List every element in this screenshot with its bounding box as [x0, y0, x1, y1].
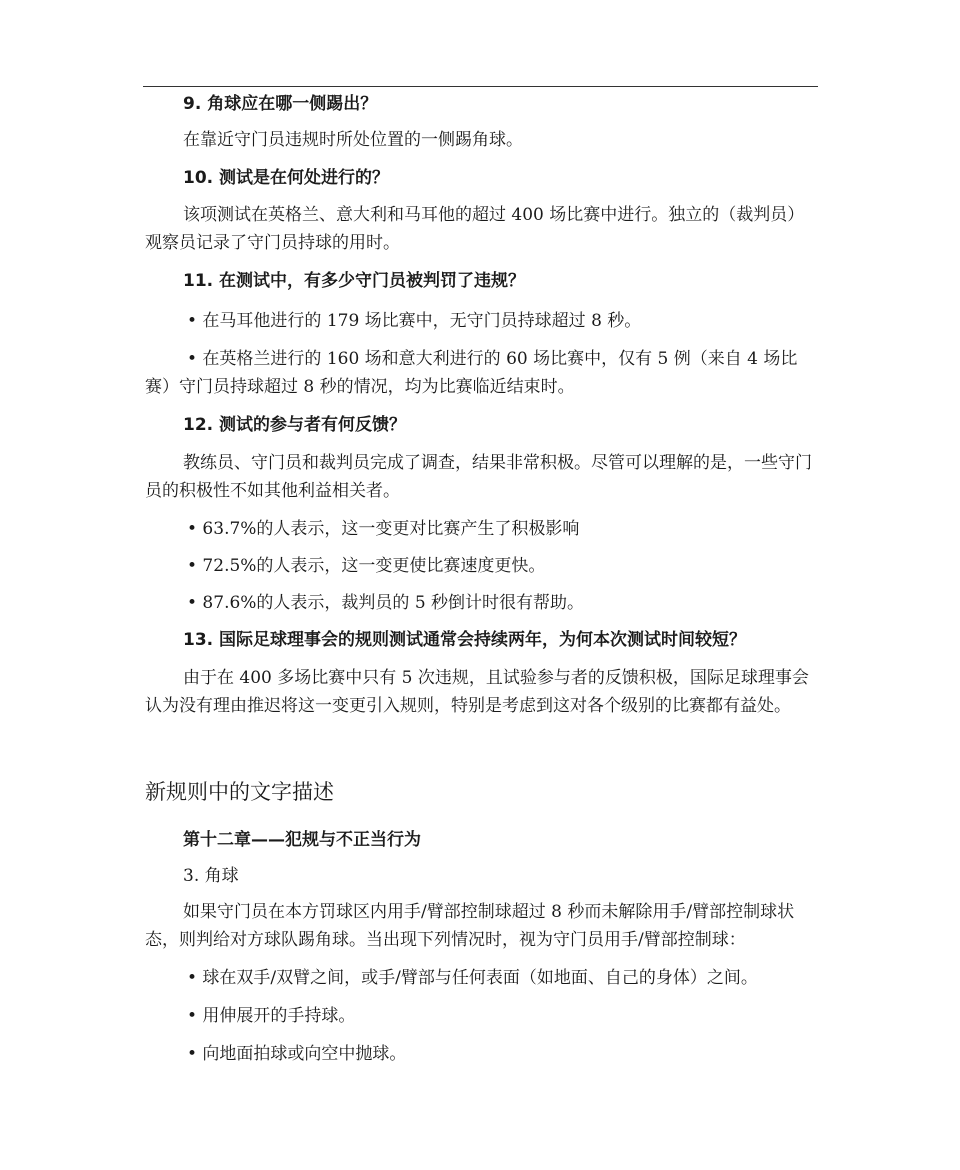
rule-bullet-3: • 向地面拍球或向空中抛球。: [187, 1044, 407, 1064]
section-heading: 新规则中的文字描述: [145, 780, 334, 804]
chapter-title: 第十二章——犯规与不正当行为: [183, 830, 421, 850]
question-13: 13. 国际足球理事会的规则测试通常会持续两年，为何本次测试时间较短？: [183, 630, 747, 650]
answer-13: 由于在 400 多场比赛中只有 5 次违规，且试验参与者的反馈积极，国际足球理事会认为没有理由推迟将这一变更引入规则，特别是考虑到这对各个级别的比赛都有益处。: [145, 668, 809, 716]
question-9: 9. 角球应在哪一侧踢出？: [183, 94, 378, 114]
question-10: 10. 测试是在何处进行的？: [183, 168, 390, 188]
rule-paragraph: 如果守门员在本方罚球区内用手/臂部控制球超过 8 秒而未解除用手/臂部控制球状态，则判给对方球队踢角球。当出现下列情况时，视为守门员用手/臂部控制球：: [145, 902, 795, 950]
answer-12-bullet-2: • 72.5%的人表示，这一变更使比赛速度更快。: [187, 556, 546, 576]
answer-11-bullet-2: • 在英格兰进行的 160 场和意大利进行的 60 场比赛中，仅有 5 例（来自 4 场比赛）守门员持球超过 8 秒的情况，均为比赛临近结束时。: [145, 349, 798, 397]
rule-bullet-1: • 球在双手/双臂之间，或手/臂部与任何表面（如地面、自己的身体）之间。: [187, 968, 758, 988]
answer-12: 教练员、守门员和裁判员完成了调查，结果非常积极。尽管可以理解的是，一些守门员的积极性不如其他利益相关者。: [145, 453, 812, 501]
answer-11-bullet-1: • 在马耳他进行的 179 场比赛中，无守门员持球超过 8 秒。: [187, 311, 642, 331]
rule-bullet-2: • 用伸展开的手持球。: [187, 1006, 356, 1026]
document-content: [145, 90, 817, 1068]
answer-12-bullet-1: • 63.7%的人表示，这一变更对比赛产生了积极影响: [187, 519, 580, 539]
header-rule: [143, 86, 818, 87]
question-12: 12. 测试的参与者有何反馈？: [183, 415, 407, 435]
answer-9: 在靠近守门员违规时所处位置的一侧踢角球。: [183, 130, 523, 150]
question-11: 11. 在测试中，有多少守门员被判罚了违规？: [183, 271, 526, 291]
answer-12-bullet-3: • 87.6%的人表示，裁判员的 5 秒倒计时很有帮助。: [187, 593, 585, 613]
answer-10: 该项测试在英格兰、意大利和马耳他的超过 400 场比赛中进行。独立的（裁判员）观察员记录了守门员持球的用时。: [145, 205, 805, 253]
rule-item-title: 3. 角球: [183, 866, 239, 886]
